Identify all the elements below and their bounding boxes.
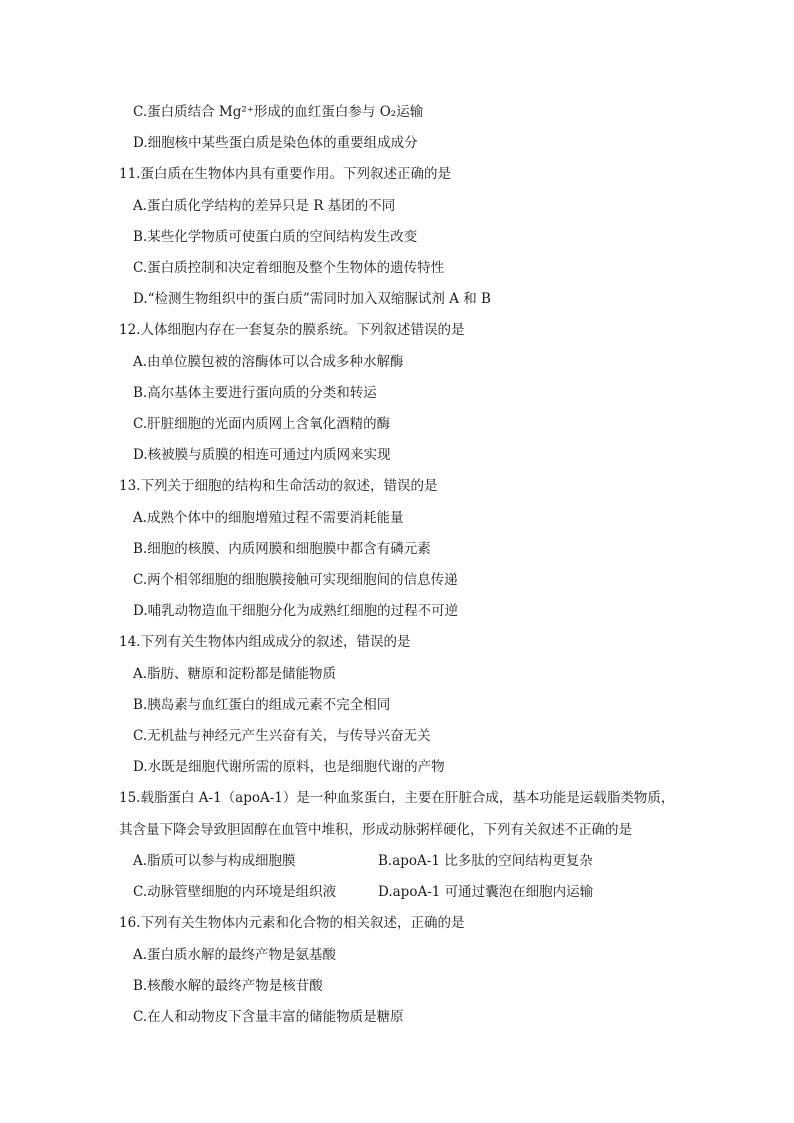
q13-option-d: D.哺乳动物造血干细胞分化为成熟红细胞的过程不可逆 bbox=[133, 603, 459, 619]
q15-option-c: C.动脉管壁细胞的内环境是组织液 bbox=[133, 884, 337, 900]
q12-option-d: D.核被膜与质膜的相连可通过内质网来实现 bbox=[133, 447, 391, 463]
q15-option-a: A.脂质可以参与构成细胞膜 bbox=[133, 853, 296, 869]
q12-option-b: B.高尔基体主要进行蛋向质的分类和转运 bbox=[133, 385, 377, 401]
q14-option-d: D.水既是细胞代谢所需的原料，也是细胞代谢的产物 bbox=[133, 759, 445, 775]
q13-option-a: A.成熟个体中的细胞增殖过程不需要消耗能量 bbox=[133, 510, 404, 526]
q10-option-d: D.细胞核中某些蛋白质是染色体的重要组成成分 bbox=[133, 135, 418, 151]
q16-option-a: A.蛋白质水解的最终产物是氨基酸 bbox=[133, 947, 337, 963]
question-14-stem: 14.下列有关生物体内组成成分的叙述，错误的是 bbox=[119, 634, 411, 650]
question-12-stem: 12.人体细胞内存在一套复杂的膜系统。下列叙述错误的是 bbox=[119, 322, 465, 338]
question-15-stem-continued: 其含量下降会导致胆固醇在血管中堆积，形成动脉粥样硬化，下列有关叙述不正确的是 bbox=[119, 822, 632, 838]
q14-option-a: A.脂肪、糖原和淀粉都是储能物质 bbox=[133, 666, 337, 682]
question-11-stem: 11.蛋白质在生物体内具有重要作用。下列叙述正确的是 bbox=[119, 166, 451, 182]
question-16-stem: 16.下列有关生物体内元素和化合物的相关叙述，正确的是 bbox=[119, 915, 465, 931]
q11-option-d: D.“检测生物组织中的蛋白质”需同时加入双缩脲试剂 A 和 B bbox=[133, 291, 491, 307]
q14-option-b: B.胰岛素与血红蛋白的组成元素不完全相同 bbox=[133, 697, 391, 713]
q11-option-b: B.某些化学物质可使蛋白质的空间结构发生改变 bbox=[133, 229, 418, 245]
q14-option-c: C.无机盐与神经元产生兴奋有关，与传导兴奋无关 bbox=[133, 728, 431, 744]
q12-option-a: A.由单位膜包被的溶酶体可以合成多种水解酶 bbox=[133, 354, 404, 370]
q10-option-c: C.蛋白质结合 Mg²⁺形成的血红蛋白参与 O₂运输 bbox=[133, 104, 424, 120]
question-15-stem: 15.载脂蛋白 A-1（apoA-1）是一种血浆蛋白，主要在肝脏合成，基本功能是运载脂类物质， bbox=[119, 790, 675, 806]
q16-option-b: B.核酸水解的最终产物是核苷酸 bbox=[133, 978, 323, 994]
q15-option-b: B.apoA-1 比多肽的空间结构更复杂 bbox=[378, 853, 593, 869]
q13-option-c: C.两个相邻细胞的细胞膜接触可实现细胞间的信息传递 bbox=[133, 572, 458, 588]
q16-option-c: C.在人和动物皮下含量丰富的储能物质是糖原 bbox=[133, 1009, 404, 1025]
q11-option-c: C.蛋白质控制和决定着细胞及整个生物体的遗传特性 bbox=[133, 260, 445, 276]
question-13-stem: 13.下列关于细胞的结构和生命活动的叙述，错误的是 bbox=[119, 478, 438, 494]
q12-option-c: C.肝脏细胞的光面内质网上含氧化酒精的酶 bbox=[133, 416, 391, 432]
q11-option-a: A.蛋白质化学结构的差异只是 R 基团的不同 bbox=[133, 198, 396, 214]
q15-option-d: D.apoA-1 可通过囊泡在细胞内运输 bbox=[378, 884, 594, 900]
q13-option-b: B.细胞的核膜、内质网膜和细胞膜中都含有磷元素 bbox=[133, 541, 431, 557]
